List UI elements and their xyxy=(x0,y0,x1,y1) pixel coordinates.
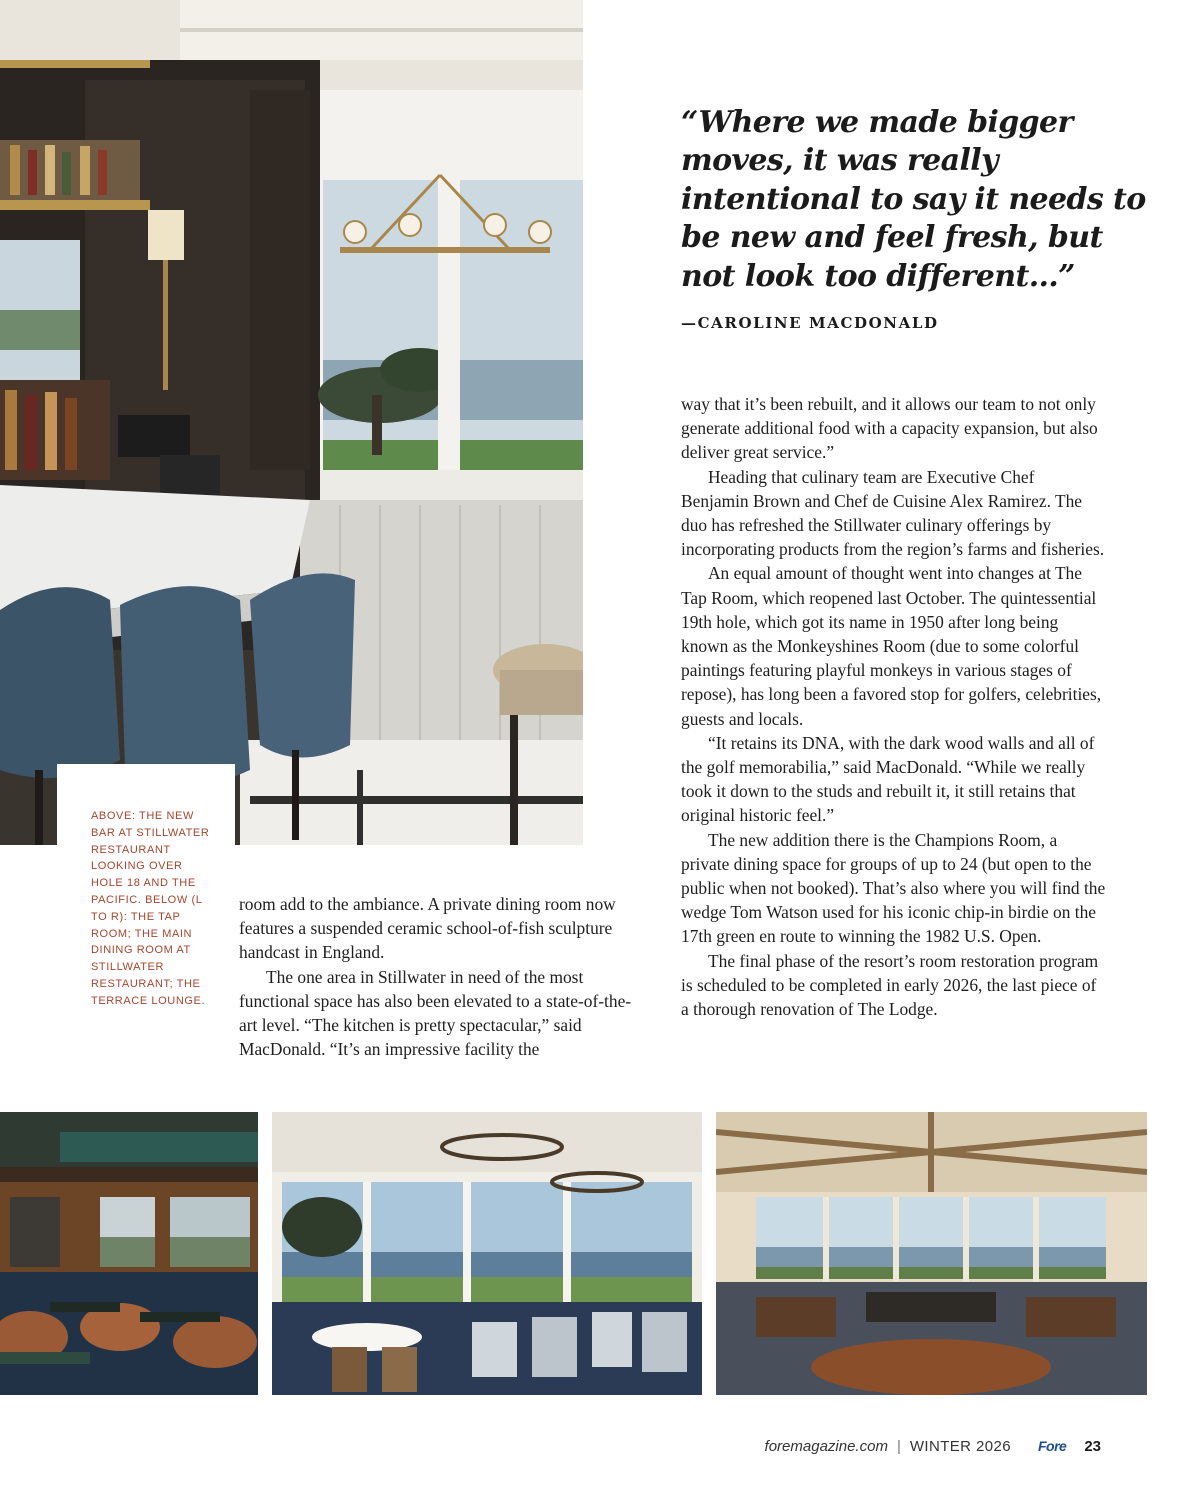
article-paragraph: The final phase of the resort’s room restoration program is scheduled to be completed in early 2026, the last piece of a thorough renovation of The Lodge. xyxy=(681,950,1099,1020)
footer-separator: | xyxy=(896,1437,901,1455)
article-paragraph: way that it’s been rebuilt, and it allows our team to not only generate additional food with a capacity expansion, but also deliver great service.” xyxy=(681,394,1098,463)
hero-photo-stillwater-bar xyxy=(0,0,583,845)
page-footer xyxy=(765,1436,1101,1456)
fore-logo: Fore xyxy=(1037,1438,1067,1454)
article-paragraph: An equal amount of thought went into changes at The Tap Room, which reopened last October. The quintessential 19th hole, which got its name in 1950 after long being known as the Monkeyshines Room (due to some colorful paintings featuring playful monkeys in various stages of repose), has long been a favored stop for golfers, celebrities, guests and locals. xyxy=(681,563,1102,729)
article-column-right xyxy=(681,392,1106,1021)
pull-quote: “Where we made bigger moves, it was really intentional to say it needs to be new and feel fresh, but not look too different…” xyxy=(681,105,1146,294)
photo-caption: ABOVE: THE NEW BAR AT STILLWATER RESTAURANT LOOKING OVER HOLE 18 AND THE PACIFIC. BELOW (L TO R): THE TAP ROOM; THE MAIN DINING ROOM AT STILLWATER RESTAURANT; THE TERRACE LOUNGE. xyxy=(91,810,210,1007)
article-paragraph: The one area in Stillwater in need of the most functional space has also been elevated to a state-of-the-art level. “The kitchen is pretty spectacular,” said MacDonald. “It’s an impressive facility the xyxy=(239,966,632,1060)
photo-terrace-lounge xyxy=(716,1112,1147,1395)
footer-url: foremagazine.com xyxy=(764,1437,888,1455)
page-number: 23 xyxy=(1084,1437,1101,1455)
article-column-left xyxy=(239,892,634,1061)
article-paragraph: “It retains its DNA, with the dark wood walls and all of the golf memorabilia,” said MacDonald. “While we really took it down to the studs and rebuilt it, it still retains that original historic feel.” xyxy=(681,732,1095,826)
footer-issue: WINTER 2026 xyxy=(909,1437,1011,1455)
photo-tap-room xyxy=(0,1112,258,1395)
article-paragraph: The new addition there is the Champions Room, a private dining space for groups of up to 24 (but open to the public when not booked). That’s also where you will find the wedge Tom Watson used for his iconic chip-in birdie on the 17th green en route to winning the 1982 U.S. Open. xyxy=(681,829,1106,947)
photo-main-dining-room xyxy=(272,1112,702,1395)
pull-quote-attribution: —CAROLINE MACDONALD xyxy=(681,314,939,332)
article-paragraph: Heading that culinary team are Executive Chef Benjamin Brown and Chef de Cuisine Alex Ramirez. The duo has refreshed the Stillwater culinary offerings by incorporating products from the region’s farms and fisheries. xyxy=(681,466,1105,560)
article-paragraph: room add to the ambiance. A private dining room now features a suspended ceramic school-of-fish sculpture handcast in England. xyxy=(239,894,616,963)
